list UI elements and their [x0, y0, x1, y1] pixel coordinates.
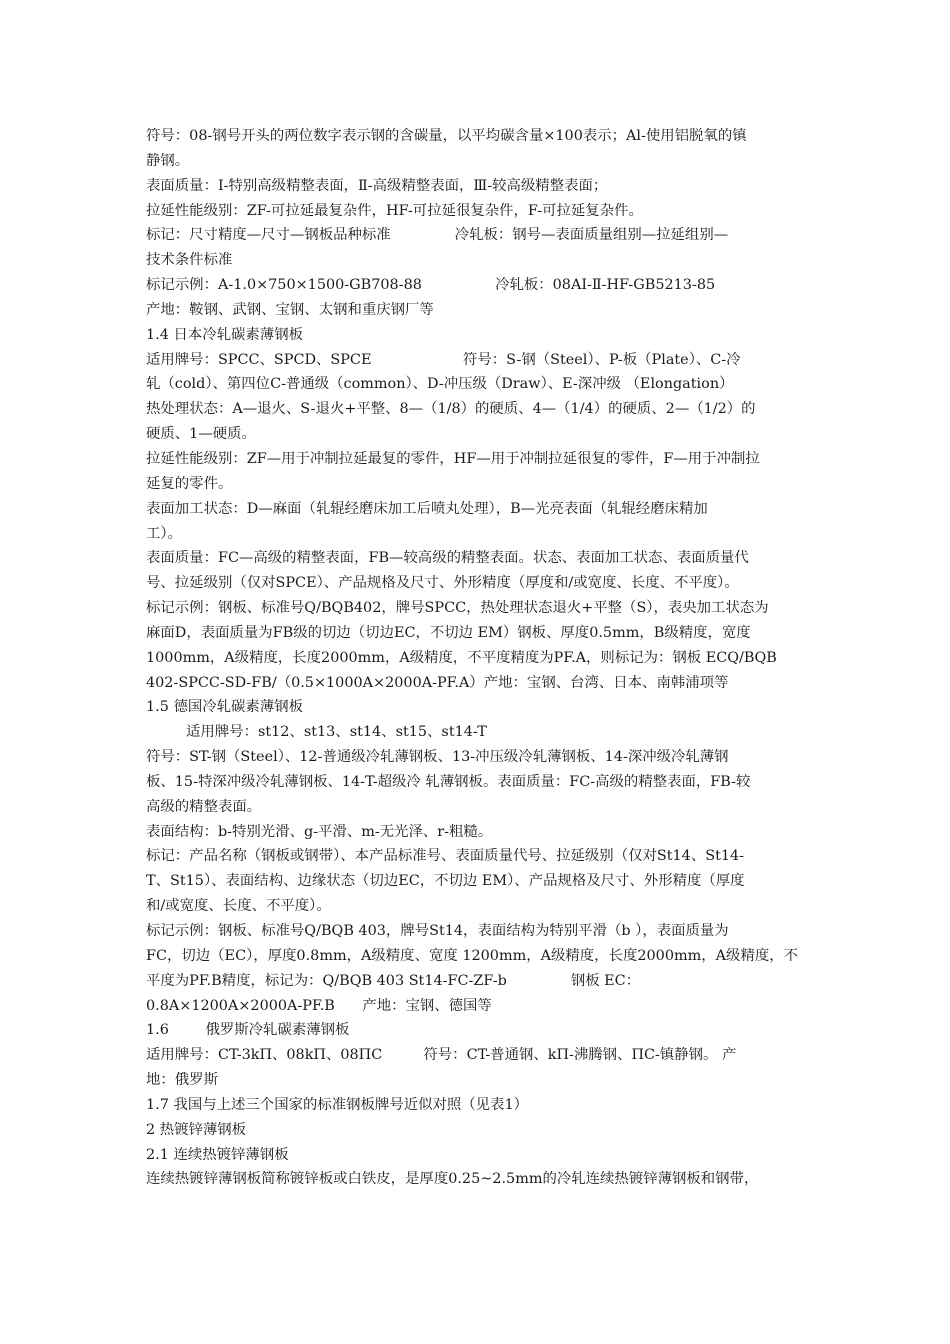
text-line: 标记示例：A-1.0×750×1500-GB708-88 冷轧板：08AⅠ-Ⅱ-HF-GB5213-85 — [146, 277, 716, 294]
text-line: 1000mm，A级精度，长度2000mm，A级精度，不平度精度为PF.A，则标记为：钢板 ECQ/BQB — [146, 649, 777, 666]
section-heading: 1.4 日本冷轧碳素薄钢板 — [146, 326, 303, 343]
text-line: 技术条件标准 — [146, 252, 233, 269]
text-line: 表面加工状态：D—麻面（轧辊经磨床加工后喷丸处理），B—光亮表面（轧辊经磨床精加 — [146, 500, 708, 517]
text-line: 表面结构：b-特别光滑、g-平滑、m-无光泽、r-粗糙。 — [146, 823, 493, 840]
text-line: 连续热镀锌薄钢板简称镀锌板或白铁皮，是厚度0.25~2.5mm的冷轧连续热镀锌薄钢板和钢带， — [146, 1171, 759, 1188]
text-line: 产地：鞍钢、武钢、宝钢、太钢和重庆钢厂等 — [146, 301, 434, 318]
text-line: 硬质、1—硬质。 — [146, 426, 256, 443]
text-line: 拉延性能级别：ZF—用于冲制拉延最复的零件，HF—用于冲制拉延很复的零件，F—用于冲制拉 — [146, 450, 760, 467]
text-line: 高级的精整表面。 — [146, 798, 262, 815]
text-line: 工）。 — [146, 525, 182, 542]
section-heading: 2 热镀锌薄钢板 — [146, 1121, 247, 1138]
text-line: 适用牌号：SPCC、SPCD、SPCE 符号：S-钢（Steel）、P-板（Plate）、C-冷 — [146, 351, 741, 368]
section-heading: 1.7 我国与上述三个国家的标准钢板牌号近似对照（见表1） — [146, 1096, 528, 1113]
text-line: FC，切边（EC），厚度0.8mm，A级精度、宽度 1200mm，A级精度，长度2000mm，A级精度，不 — [146, 947, 799, 964]
text-line: 适用牌号：st12、st13、st14、st15、st14-T — [186, 724, 487, 741]
text-line: 和/或宽度、长度、不平度）。 — [146, 898, 331, 915]
text-line: 标记示例：钢板、标准号Q/BQB402，牌号SPCC，热处理状态退火+平整（S），表央加工状态为 — [146, 600, 769, 617]
document-body — [146, 124, 812, 1192]
text-line: 拉延性能级别：ZF-可拉延最复杂件，HF-可拉延很复杂件，F-可拉延复杂件。 — [146, 202, 643, 219]
text-line: 板、15-特深冲级冷轧薄钢板、14-T-超级冷 轧薄钢板。表面质量：FC-高级的精整表面，FB-较 — [146, 773, 751, 790]
text-line: 表面质量：Ⅰ-特别高级精整表面，Ⅱ-高级精整表面，Ⅲ-较高级精整表面； — [146, 177, 608, 194]
text-line: 号、拉延级别（仅对SPCE）、产品规格及尺寸、外形精度（厚度和/或宽度、长度、不平度）。 — [146, 575, 739, 592]
text-line: 静钢。 — [146, 152, 190, 169]
text-line: 延复的零件。 — [146, 475, 233, 492]
text-line: 热处理状态：A—退火、S-退火+平整、8—（1/8）的硬质、4—（1/4）的硬质、2—（1/2）的 — [146, 401, 756, 418]
text-line: 标记示例：钢板、标准号Q/BQB 403，牌号St14，表面结构为特别平滑（b ），表面质量为 — [146, 923, 729, 939]
text-line: 表面质量：FC—高级的精整表面，FB—较高级的精整表面。状态、表面加工状态、表面质量代 — [146, 550, 749, 567]
text-line: 标记：尺寸精度—尺寸—钢板品种标准 冷轧板：钢号—表面质量组别—拉延组别— — [146, 227, 729, 244]
text-line: 符号：08-钢号开头的两位数字表示钢的含碳量，以平均碳含量×100表示；Al-使用铝脱氧的镇 — [146, 128, 747, 144]
text-line: 标记：产品名称（钢板或钢带）、本产品标准号、表面质量代号、拉延级别（仅对St14、St14- — [146, 848, 745, 865]
text-line: 地：俄罗斯 — [146, 1072, 218, 1089]
text-line: 适用牌号：CT-3kΠ、08kΠ、08ΠC 符号：CT-普通钢、kΠ-沸腾钢、ΠC-镇静钢。 产 — [146, 1047, 737, 1064]
section-heading: 1.5 德国冷轧碳素薄钢板 — [146, 699, 303, 716]
text-line: 402-SPCC-SD-FB/（0.5×1000A×2000A-PF.A）产地：宝钢、台湾、日本、南韩浦项等 — [146, 674, 729, 691]
text-line: 0.8A×1200A×2000A-PF.B 产地：宝钢、德国等 — [146, 997, 492, 1014]
text-line: T、St15）、表面结构、边缘状态（切边EC，不切边 EM）、产品规格及尺寸、外形精度（厚度 — [146, 873, 745, 890]
text-line: 麻面D，表面质量为FB级的切边（切边EC，不切边 EM）钢板、厚度0.5mm，B级精度，宽度 — [146, 624, 751, 641]
text-line: 轧（cold）、第四位C-普通级（common）、D-冲压级（Draw）、E-深冲级 （Elongation） — [146, 376, 734, 393]
text-line: 符号：ST-钢（Steel）、12-普通级冷轧薄钢板、13-冲压级冷轧薄钢板、14-深冲级冷轧薄钢 — [146, 749, 729, 766]
section-heading: 2.1 连续热镀锌薄钢板 — [146, 1146, 289, 1163]
section-heading: 1.6 俄罗斯冷轧碳素薄钢板 — [146, 1022, 350, 1039]
text-line: 平度为PF.B精度，标记为：Q/BQB 403 St14-FC-ZF-b 钢板 EC： — [146, 972, 641, 989]
